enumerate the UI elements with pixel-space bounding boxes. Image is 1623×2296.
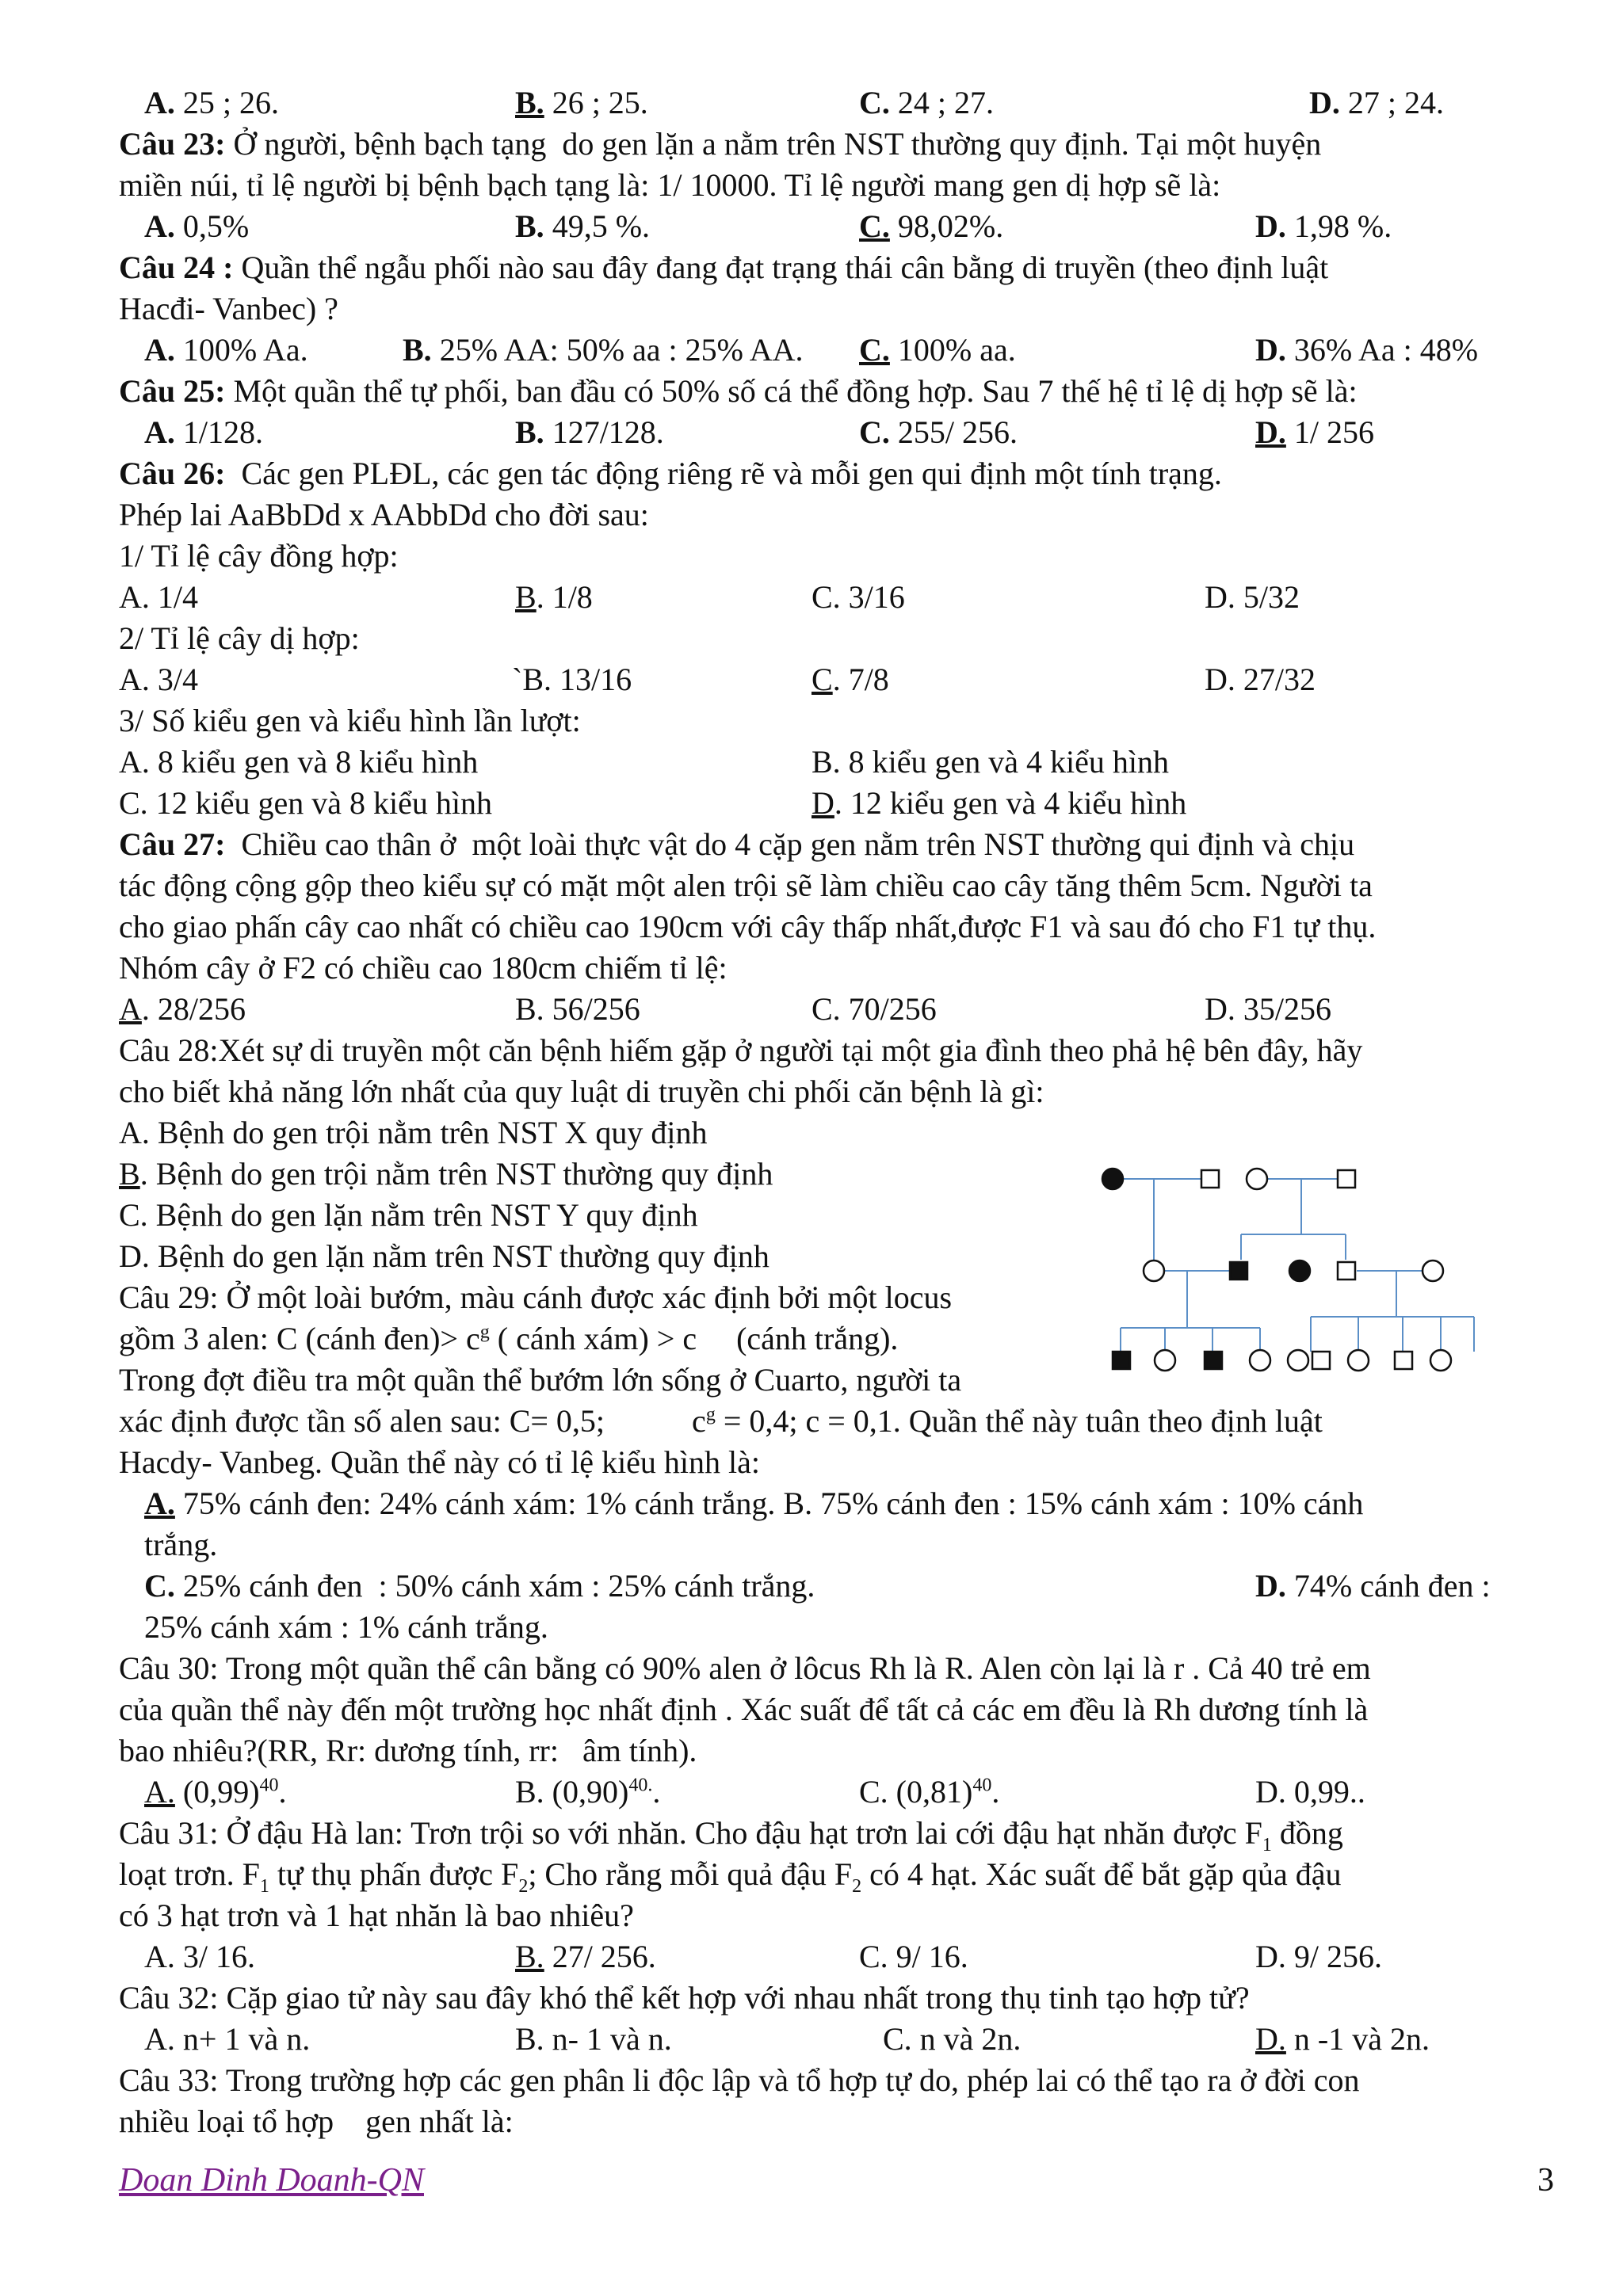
q28-line2 — [0, 1071, 1623, 1116]
q31-d: D. 9/ 256. — [1255, 1939, 1382, 1974]
q27-line2 — [0, 865, 1623, 910]
q29-line4 — [0, 1401, 1623, 1445]
q24-line1 — [0, 247, 1623, 292]
q27-line3 — [0, 906, 1623, 951]
q27-text1: Chiều cao thân ở một loài thực vật do 4 cặp gen nằm trên NST thường qui định và chịu — [225, 826, 1355, 862]
q31-b-label: B. — [515, 1939, 544, 1974]
q28-text1: Câu 28:Xét sự di truyền một căn bệnh hiếm gặp ở người tại một gia đình theo phả hệ bên đây, hãy — [119, 1032, 1363, 1068]
q30-a-end: . — [278, 1774, 287, 1810]
q31-line2 — [0, 1854, 1623, 1898]
q26-sub2 — [0, 618, 1623, 662]
q32-d-label: D. — [1255, 2021, 1286, 2057]
q31-text1b: đồng — [1271, 1815, 1343, 1851]
affected-female-icon — [1289, 1261, 1310, 1281]
q31-a: A. 3/ 16. — [144, 1939, 255, 1974]
q24-b-label: B. — [403, 332, 432, 368]
q26-s3-c: C. 12 kiểu gen và 8 kiểu hình — [119, 785, 493, 821]
q33-text1: Câu 33: Trong trường hợp các gen phân li độc lập và tổ hợp tự do, phép lai có thể tạo ra ở đời con — [119, 2062, 1360, 2098]
q29-a: 75% cánh đen: 24% cánh xám: 1% cánh trắng. B. 75% cánh đen : 15% cánh xám : 10% cánh — [174, 1486, 1364, 1521]
unaffected-male-icon — [1395, 1352, 1412, 1369]
q26-s1-b: . 1/8 — [536, 579, 593, 615]
q24-a-label: A. — [144, 332, 175, 368]
unaffected-female-icon — [1144, 1261, 1164, 1281]
q26-s2-a: A. 3/4 — [119, 662, 198, 697]
q29-text4a: xác định được tần số alen sau: C= 0,5; c — [119, 1403, 706, 1439]
q26-line1 — [0, 453, 1623, 498]
q32-options — [0, 2019, 1623, 2063]
q29-d: 74% cánh đen : — [1285, 1568, 1491, 1604]
q31-c: C. 9/ 16. — [859, 1939, 968, 1974]
unaffected-female-icon — [1348, 1350, 1369, 1371]
q27-label: Câu 27: — [119, 826, 226, 862]
footer-author: Doan Dinh Doanh-QN — [119, 2162, 424, 2199]
q23-line1 — [0, 124, 1623, 168]
q24-options — [0, 330, 1623, 374]
q24-c: 100% aa. — [889, 332, 1016, 368]
q26-s1-a: A. 1/4 — [119, 579, 198, 615]
q24-b: 25% AA: 50% aa : 25% AA. — [431, 332, 804, 368]
q30-text3: bao nhiêu?(RR, Rr: dương tính, rr: âm tính). — [119, 1733, 697, 1768]
q30-b-exp: 40. — [628, 1775, 653, 1796]
q26-text1: Các gen PLĐL, các gen tác động riêng rẽ và mỗi gen qui định một tính trạng. — [225, 456, 1222, 491]
q28-b-label: B — [119, 1156, 140, 1192]
q25-c-label: C. — [859, 414, 890, 450]
q26-sub1-options — [0, 577, 1623, 621]
q30-c-end: . — [991, 1774, 1000, 1810]
q33-line1 — [0, 2060, 1623, 2104]
q30-line1 — [0, 1648, 1623, 1692]
q30-a: (0,99) — [174, 1774, 260, 1810]
q24-d: 36% Aa : 48% — [1285, 332, 1479, 368]
q26-sub3-options-cd — [0, 783, 1623, 827]
q26-text2: Phép lai AaBbDd x AAbbDd cho đời sau: — [119, 497, 649, 532]
q28-d: D. Bệnh do gen lặn nằm trên NST thường quy định — [119, 1238, 769, 1274]
q28-line1 — [0, 1030, 1623, 1074]
q30-b: B. (0,90) — [515, 1774, 629, 1810]
q31-text3: có 3 hạt trơn và 1 hạt nhăn là bao nhiêu? — [119, 1897, 634, 1933]
q23-c-label: C. — [859, 208, 890, 244]
q25-c: 255/ 256. — [889, 414, 1018, 450]
q29-d2: 25% cánh xám : 1% cánh trắng. — [144, 1609, 548, 1645]
q32-a: A. n+ 1 và n. — [144, 2021, 311, 2057]
q23-label: Câu 23: — [119, 126, 226, 162]
unaffected-male-icon — [1201, 1170, 1219, 1188]
q30-text1: Câu 30: Trong một quần thể cân bằng có 90% alen ở lôcus Rh là R. Alen còn lại là r . Cả 40 trẻ em — [119, 1650, 1371, 1686]
q24-label: Câu 24 : — [119, 250, 234, 285]
q26-s2-c-label: C — [812, 662, 833, 697]
q26-sub1 — [0, 536, 1623, 580]
q24-a: 100% Aa. — [174, 332, 308, 368]
q29-text3: Trong đợt điều tra một quần thể bướm lớn sống ở Cuarto, người ta — [119, 1362, 962, 1398]
q25-a-label: A. — [144, 414, 175, 450]
q29-sup-g: g — [479, 1322, 490, 1343]
q29-text1: Câu 29: Ở một loài bướm, màu cánh được xác định bởi một locus — [119, 1280, 953, 1315]
q27-b: B. 56/256 — [515, 991, 640, 1027]
q26-s2-d: D. 27/32 — [1205, 662, 1316, 697]
unaffected-female-icon — [1155, 1350, 1175, 1371]
affected-male-icon — [1230, 1262, 1247, 1280]
q27-d: D. 35/256 — [1205, 991, 1331, 1027]
q29-c: 25% cánh đen : 50% cánh xám : 25% cánh trắng. — [174, 1568, 815, 1604]
q26-s2-b: `B. 13/16 — [512, 662, 632, 697]
q31-b: 27/ 256. — [544, 1939, 656, 1974]
q27-line4 — [0, 948, 1623, 992]
q26-label: Câu 26: — [119, 456, 226, 491]
q29-option-d-cont — [0, 1607, 1623, 1651]
q29-option-ab-cont — [0, 1524, 1623, 1569]
q23-d-label: D. — [1255, 208, 1286, 244]
q25-label: Câu 25: — [119, 373, 226, 409]
unaffected-female-icon — [1430, 1350, 1451, 1371]
q23-options — [0, 206, 1623, 250]
q29-a-label: A. — [144, 1486, 175, 1521]
q23-a: 0,5% — [174, 208, 250, 244]
q27-c: C. 70/256 — [812, 991, 937, 1027]
q26-sub3 — [0, 700, 1623, 745]
q25-d: 1/ 256 — [1285, 414, 1375, 450]
q31-sub-c: 2 — [852, 1876, 862, 1897]
q30-c: C. (0,81) — [859, 1774, 973, 1810]
q22-b-label: B. — [515, 85, 544, 120]
affected-male-icon — [1113, 1352, 1130, 1369]
q26-s3-b: B. 8 kiểu gen và 4 kiểu hình — [812, 744, 1170, 780]
q26-sub1-text: 1/ Tỉ lệ cây đồng hợp: — [119, 538, 399, 574]
q32-line1 — [0, 1978, 1623, 2022]
q29-text2a: gồm 3 alen: C (cánh đen)> c — [119, 1321, 480, 1356]
q32-c: C. n và 2n. — [883, 2021, 1022, 2057]
q25-b-label: B. — [515, 414, 544, 450]
q27-text2: tác động cộng gộp theo kiểu sự có mặt một alen trội sẽ làm chiều cao cây tăng thêm 5cm. Người ta — [119, 868, 1373, 903]
q23-text2: miền núi, tỉ lệ người bị bệnh bạch tạng là: 1/ 10000. Tỉ lệ người mang gen dị hợp sẽ là: — [119, 167, 1221, 203]
q23-line2 — [0, 165, 1623, 209]
q23-c: 98,02%. — [889, 208, 1004, 244]
q27-a: . 28/256 — [141, 991, 246, 1027]
q29-c-label: C. — [144, 1568, 175, 1604]
q22-d-label: D. — [1309, 85, 1340, 120]
unaffected-female-icon — [1250, 1350, 1270, 1371]
q29-option-ab — [0, 1483, 1623, 1527]
q32-d: n -1 và 2n. — [1285, 2021, 1430, 2057]
q25-b: 127/128. — [544, 414, 664, 450]
q32-text1: Câu 32: Cặp giao tử này sau đây khó thể kết hợp với nhau nhất trong thụ tinh tạo hợp tử? — [119, 1980, 1250, 2016]
q25-a: 1/128. — [174, 414, 264, 450]
q23-b-label: B. — [515, 208, 544, 244]
q24-text2: Hacđi- Vanbec) ? — [119, 291, 338, 326]
q23-d: 1,98 %. — [1285, 208, 1392, 244]
unaffected-female-icon — [1423, 1261, 1443, 1281]
q22-b: 26 ; 25. — [544, 85, 648, 120]
q29-line5 — [0, 1442, 1623, 1486]
q26-sub3-options-ab — [0, 742, 1623, 786]
q22-c-label: C. — [859, 85, 890, 120]
q22-a-label: A. — [144, 85, 175, 120]
q29-text5: Hacdy- Vanbeg. Quần thể này có tỉ lệ kiểu hình là: — [119, 1444, 761, 1480]
unaffected-female-icon — [1288, 1350, 1308, 1371]
q30-d: D. 0,99.. — [1255, 1774, 1365, 1810]
q25-text1: Một quần thể tự phối, ban đầu có 50% số cá thể đồng hợp. Sau 7 thế hệ tỉ lệ dị hợp sẽ là: — [225, 373, 1358, 409]
q24-text1: Quần thể ngẫu phối nào sau đây đang đạt trạng thái cân bằng di truyền (theo định luật — [233, 250, 1329, 285]
unaffected-female-icon — [1247, 1169, 1267, 1189]
affected-female-icon — [1102, 1169, 1123, 1189]
q26-sub3-text: 3/ Số kiểu gen và kiểu hình lần lượt: — [119, 703, 581, 738]
q26-sub2-options — [0, 659, 1623, 704]
q30-a-exp: 40 — [259, 1775, 279, 1796]
q26-s2-c: . 7/8 — [832, 662, 889, 697]
q29-a2: trắng. — [144, 1527, 218, 1562]
q31-sub-b: 2 — [518, 1876, 529, 1897]
q29-option-cd — [0, 1566, 1623, 1610]
q31-sub-f1: 1 — [1262, 1835, 1272, 1855]
q29-text4c: = 0,4; c = 0,1. Quần thể này tuân theo định luật — [715, 1403, 1323, 1439]
q30-options — [0, 1772, 1623, 1816]
q32-b: B. n- 1 và n. — [515, 2021, 672, 2057]
q26-s1-b-label: B — [515, 579, 537, 615]
q31-text2b: tự thụ phấn được F — [269, 1856, 519, 1892]
q31-text2a: loạt trơn. F — [119, 1856, 260, 1892]
q26-s1-c: C. 3/16 — [812, 579, 905, 615]
q26-line2 — [0, 494, 1623, 539]
q31-sub-a: 1 — [259, 1876, 269, 1897]
q26-s1-d: D. 5/32 — [1205, 579, 1300, 615]
page-number: 3 — [1537, 2162, 1554, 2199]
q31-options — [0, 1936, 1623, 1981]
q25-d-label: D. — [1255, 414, 1286, 450]
q26-s3-d: . 12 kiểu gen và 4 kiểu hình — [834, 785, 1187, 821]
q30-b-end: . — [652, 1774, 661, 1810]
q24-c-label: C. — [859, 332, 890, 368]
q31-text2c: ; Cho rằng mỗi quả đậu F — [528, 1856, 853, 1892]
unaffected-male-icon — [1312, 1352, 1330, 1369]
q27-a-label: A — [119, 991, 142, 1027]
q27-text4: Nhóm cây ở F2 có chiều cao 180cm chiếm tỉ lệ: — [119, 950, 727, 986]
q27-text3: cho giao phấn cây cao nhất có chiều cao 190cm với cây thấp nhất,được F1 và sau đó cho F1 tự thụ. — [119, 909, 1377, 944]
q23-b: 49,5 %. — [544, 208, 651, 244]
q31-line1 — [0, 1813, 1623, 1857]
q27-options — [0, 989, 1623, 1033]
q33-text2: nhiều loại tổ hợp gen nhất là: — [119, 2103, 514, 2139]
q29-text2c: ( cánh xám) > c (cánh trắng). — [489, 1321, 899, 1356]
q28-b: . Bệnh do gen trội nằm trên NST thường quy định — [139, 1156, 773, 1192]
q28-c: C. Bệnh do gen lặn nằm trên NST Y quy định — [119, 1197, 698, 1233]
q25-options — [0, 412, 1623, 456]
q23-text1: Ở người, bệnh bạch tạng do gen lặn a nằm trên NST thường quy định. Tại một huyện — [225, 126, 1322, 162]
q29-sup-g2: g — [705, 1404, 716, 1425]
q30-c-exp: 40 — [972, 1775, 992, 1796]
q28-text2: cho biết khả năng lớn nhất của quy luật di truyền chi phối căn bệnh là gì: — [119, 1074, 1044, 1109]
affected-male-icon — [1205, 1352, 1222, 1369]
q22-d: 27 ; 24. — [1339, 85, 1445, 120]
q29-d-label: D. — [1255, 1568, 1286, 1604]
q26-sub2-text: 2/ Tỉ lệ cây dị hợp: — [119, 620, 360, 656]
q24-d-label: D. — [1255, 332, 1286, 368]
q31-text1a: Câu 31: Ở đậu Hà lan: Trơn trội so với nhăn. Cho đậu hạt trơn lai cới đậu hạt nhăn được F — [119, 1815, 1262, 1851]
q22-options — [0, 82, 1623, 127]
q26-s3-a: A. 8 kiểu gen và 8 kiểu hình — [119, 744, 479, 780]
q25-line1 — [0, 371, 1623, 415]
q30-line2 — [0, 1689, 1623, 1733]
q22-c: 24 ; 27. — [889, 85, 995, 120]
q30-line3 — [0, 1730, 1623, 1775]
q28-a: A. Bệnh do gen trội nằm trên NST X quy định — [119, 1115, 708, 1150]
q30-a-label: A. — [144, 1774, 175, 1810]
q24-line2 — [0, 288, 1623, 333]
unaffected-male-icon — [1338, 1262, 1355, 1280]
q27-line1 — [0, 824, 1623, 868]
q31-text2d: có 4 hạt. Xác suất để bắt gặp qủa đậu — [861, 1856, 1342, 1892]
unaffected-male-icon — [1338, 1170, 1355, 1188]
q23-a-label: A. — [144, 208, 175, 244]
q26-s3-d-label: D — [812, 785, 834, 821]
pedigree-diagram — [1084, 1147, 1496, 1385]
q22-a: 25 ; 26. — [174, 85, 280, 120]
q31-line3 — [0, 1895, 1623, 1939]
q30-text2: của quần thể này đến một trường học nhất định . Xác suất để tất cả các em đều là Rh dương tính là — [119, 1691, 1369, 1727]
q33-line2 — [0, 2101, 1623, 2145]
